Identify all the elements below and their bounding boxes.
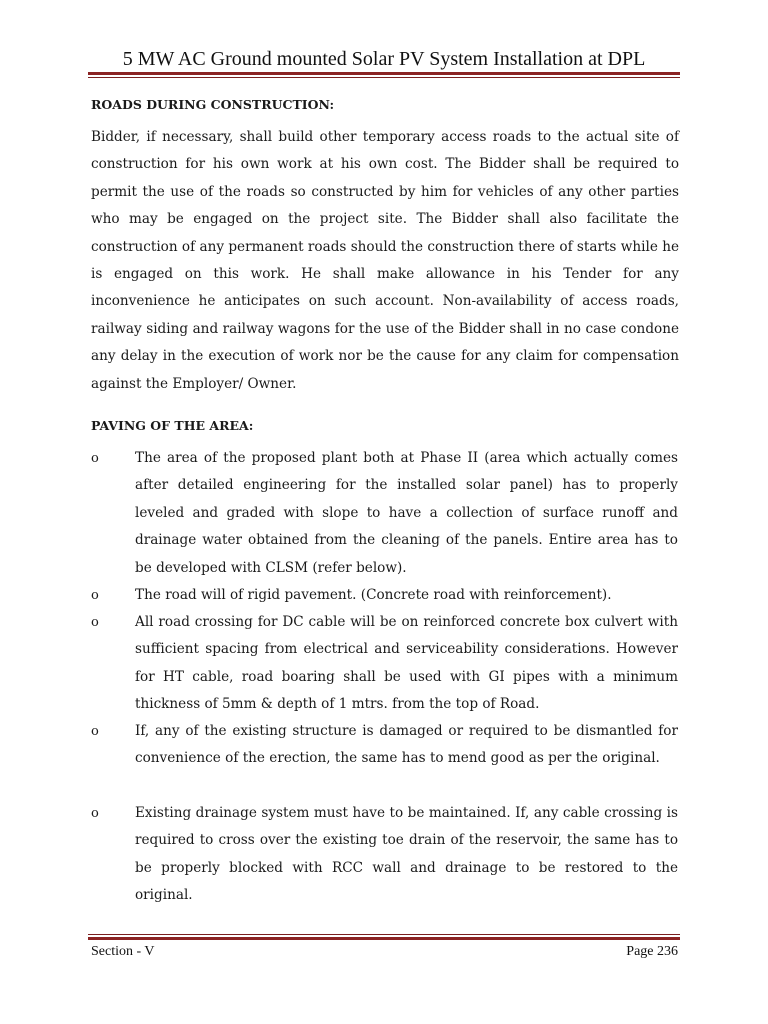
bullet-icon: o: [91, 615, 99, 630]
list-item-text: All road crossing for DC cable will be on reinforced concrete box culvert with sufficient spacing from electrical and serviceability considerations. However for HT cable, road boaring shall be used with GI pipes with a minimum thickness of 5mm & depth of 1 mtrs. from the top of Road.: [135, 614, 678, 713]
roads-paragraph: Bidder, if necessary, shall build other temporary access roads to the actual site of construction for his own work at his own cost. The Bidder shall be required to permit the use of the roads so constructed by him for vehicles of any other parties who may be engaged on the project site. The Bidder shall also facilitate the construction of any permanent roads should the construction there of starts while he is engaged on this work. He shall make allowance in his Tender for any inconvenience he anticipates on such account. Non-availability of access roads, railway siding and railway wagons for the use of the Bidder shall in no case condone any delay in the execution of work nor be the cause for any claim for compensation against the Employer/ Owner.: [91, 129, 679, 392]
footer-rule-thin: [88, 934, 680, 935]
section-heading-paving: PAVING OF THE AREA:: [91, 418, 254, 433]
header-rule-thin: [88, 77, 680, 78]
bullet-icon: o: [91, 588, 99, 603]
section-heading-roads: ROADS DURING CONSTRUCTION:: [91, 97, 335, 112]
footer-section-label: Section - V: [91, 944, 155, 959]
page-header-title: 5 MW AC Ground mounted Solar PV System Installation at DPL: [122, 48, 646, 70]
list-item-text: If, any of the existing structure is damaged or required to be dismantled for convenience of the erection, the same has to mend good as per the original.: [135, 723, 678, 767]
footer-page-number: Page 236: [626, 944, 678, 959]
list-item-text: Existing drainage system must have to be maintained. If, any cable crossing is required to cross over the existing toe drain of the reservoir, the same has to be properly blocked with RCC wall and drainage to be restored to the original.: [135, 805, 678, 904]
bullet-icon: o: [91, 806, 99, 821]
bullet-icon: o: [91, 451, 99, 466]
footer-rule-thick: [88, 937, 680, 940]
header-rule-thick: [88, 72, 680, 75]
list-item-text: The road will of rigid pavement. (Concrete road with reinforcement).: [135, 587, 612, 603]
bullet-icon: o: [91, 724, 99, 739]
list-item-text: The area of the proposed plant both at Phase II (area which actually comes after detailed engineering for the installed solar panel) has to properly leveled and graded with slope to have a collection of surface runoff and drainage water obtained from the cleaning of the panels. Entire area has to be developed with CLSM (refer below).: [135, 450, 678, 576]
